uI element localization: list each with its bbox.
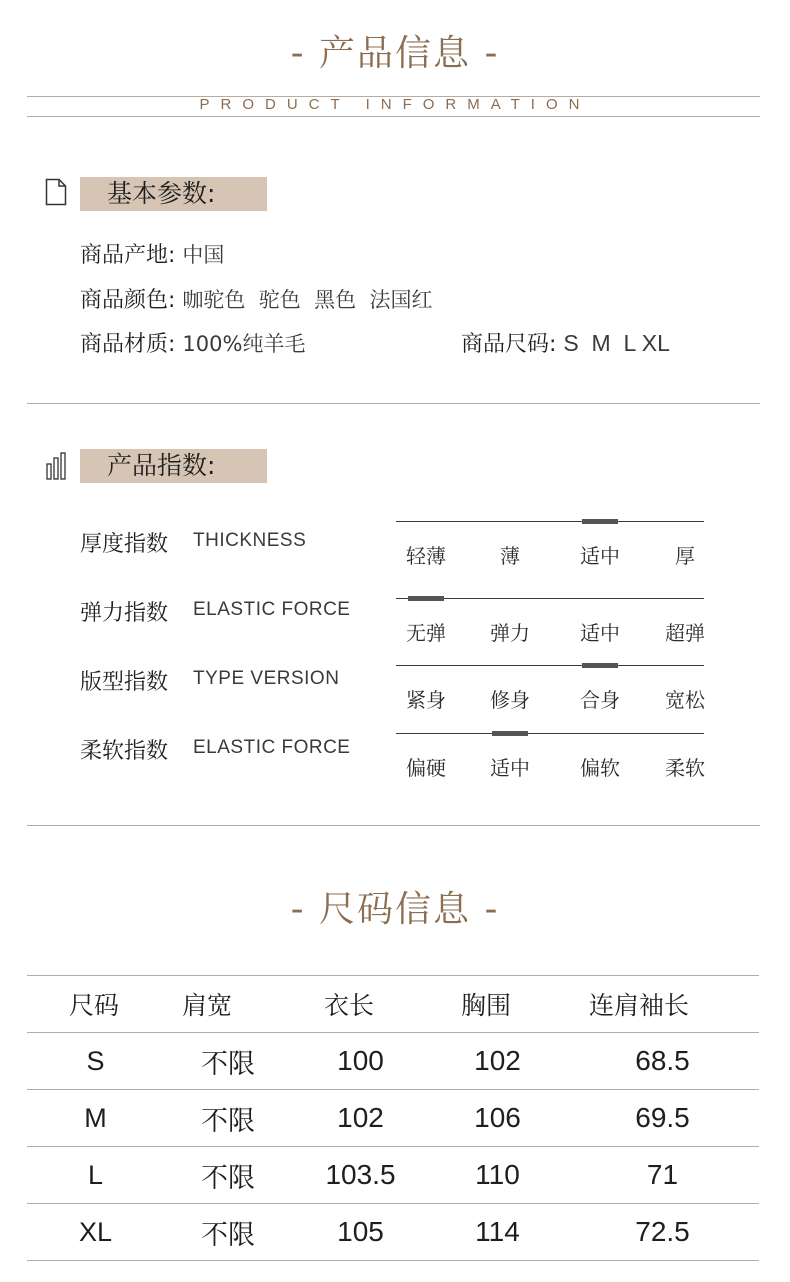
table-cell: 68.5 (566, 1033, 759, 1090)
index-en-label: ELASTIC FORCE (193, 599, 351, 620)
table-header-cell: 胸围 (429, 976, 566, 1033)
table-cell: 102 (292, 1090, 429, 1147)
table-cell: L (27, 1147, 164, 1204)
table-header-cell: 尺码 (27, 976, 164, 1033)
index-option: 柔软 (665, 756, 705, 780)
document-icon (45, 178, 67, 210)
table-header-cell: 连肩袖长 (566, 976, 759, 1033)
section-tag-basic: 基本参数: (80, 177, 267, 211)
param-origin (80, 238, 224, 269)
table-row (27, 1033, 759, 1090)
param-color (80, 283, 432, 314)
param-label: 商品材质: (80, 332, 176, 357)
table-cell: M (27, 1090, 164, 1147)
index-en-label: ELASTIC FORCE (193, 737, 351, 758)
param-value: 100%纯羊毛 (182, 332, 306, 356)
index-name: 柔软指数 (80, 739, 169, 764)
table-header-cell: 肩宽 (164, 976, 292, 1033)
table-row (27, 1147, 759, 1204)
table-cell: 71 (566, 1147, 759, 1204)
param-value: 中国 (182, 243, 225, 267)
table-header-cell: 衣长 (292, 976, 429, 1033)
param-label: 商品产地: (80, 243, 176, 268)
index-option: 弹力 (490, 621, 530, 645)
table-row (27, 1204, 759, 1261)
page-subtitle: PRODUCT INFORMATION (199, 96, 591, 113)
table-cell: 69.5 (566, 1090, 759, 1147)
divider (27, 825, 760, 826)
index-scale-line (396, 521, 704, 522)
table-cell: 不限 (164, 1033, 292, 1090)
param-value: 咖驼色 驼色 黑色 法国红 (182, 288, 433, 312)
table-cell: 103.5 (292, 1147, 429, 1204)
index-option: 轻薄 (406, 544, 446, 568)
index-selected-marker (492, 731, 528, 736)
index-option: 修身 (490, 688, 530, 712)
table-cell: 106 (429, 1090, 566, 1147)
divider (27, 403, 760, 404)
table-cell: 114 (429, 1204, 566, 1261)
index-option: 超弹 (665, 621, 705, 645)
table-cell: 105 (292, 1204, 429, 1261)
table-cell: 110 (429, 1147, 566, 1204)
page-title: - 产品信息 - (290, 33, 500, 74)
index-en-label: TYPE VERSION (193, 668, 340, 689)
divider (27, 116, 760, 117)
index-scale-line (396, 665, 704, 666)
index-option: 薄 (500, 544, 520, 568)
param-size (461, 327, 670, 358)
index-option: 适中 (490, 756, 530, 780)
table-cell: 不限 (164, 1090, 292, 1147)
index-option: 偏硬 (406, 756, 446, 780)
index-scale-line (396, 733, 704, 734)
index-selected-marker (582, 663, 618, 668)
bar-chart-icon (46, 452, 70, 484)
index-option: 适中 (580, 544, 620, 568)
table-cell: S (27, 1033, 164, 1090)
index-option: 厚 (675, 544, 695, 568)
index-name: 弹力指数 (80, 601, 169, 626)
index-option: 紧身 (406, 688, 446, 712)
param-material (80, 327, 305, 358)
index-option: 宽松 (665, 688, 705, 712)
index-option: 无弹 (406, 621, 446, 645)
table-row (27, 1090, 759, 1147)
size-table (27, 975, 759, 1261)
index-name: 厚度指数 (80, 532, 169, 557)
param-label: 商品颜色: (80, 288, 176, 313)
table-cell: 102 (429, 1033, 566, 1090)
index-option: 适中 (580, 621, 620, 645)
index-selected-marker (408, 596, 444, 601)
section-tag-index: 产品指数: (80, 449, 267, 483)
size-table-header (27, 976, 759, 1033)
index-en-label: THICKNESS (193, 530, 307, 551)
param-label: 商品尺码: (461, 332, 557, 357)
index-option: 偏软 (580, 756, 620, 780)
table-cell: 100 (292, 1033, 429, 1090)
table-cell: 不限 (164, 1204, 292, 1261)
table-cell: 72.5 (566, 1204, 759, 1261)
index-option: 合身 (580, 688, 620, 712)
table-cell: XL (27, 1204, 164, 1261)
param-value: S M L XL (563, 330, 670, 356)
table-cell: 不限 (164, 1147, 292, 1204)
index-selected-marker (582, 519, 618, 524)
size-title: - 尺码信息 - (290, 889, 500, 930)
index-name: 版型指数 (80, 670, 169, 695)
